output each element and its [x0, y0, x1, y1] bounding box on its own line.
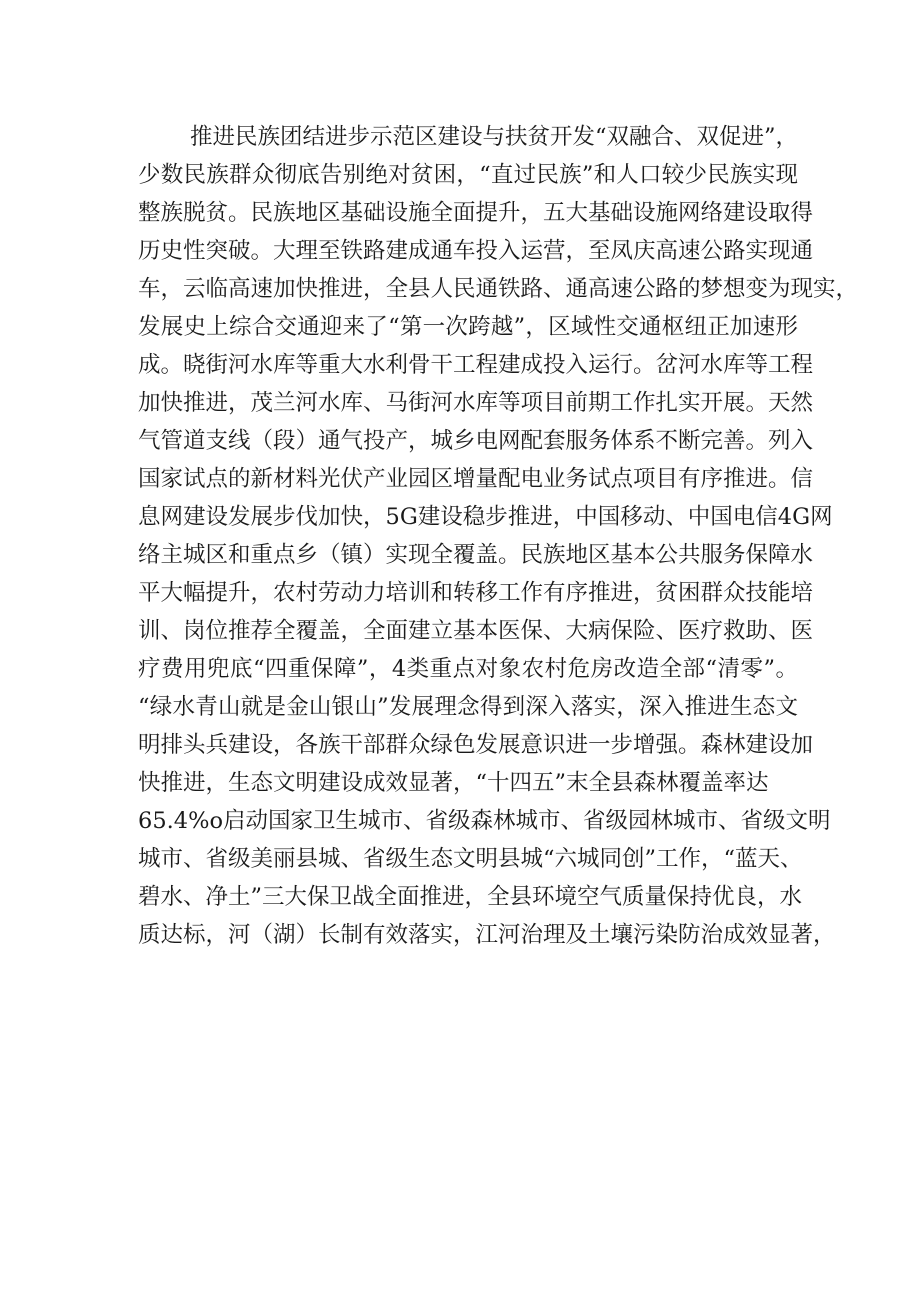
text-line: 络主城区和重点乡（镇）实现全覆盖。民族地区基本公共服务保障水	[138, 542, 814, 568]
text-line: 整族脱贫。民族地区基础设施全面提升，五大基础设施网络建设取得	[138, 200, 814, 226]
text-line: 碧水、净土”三大保卫战全面推进，全县环境空气质量保持优良，水	[138, 884, 803, 910]
text-line: 发展史上综合交通迎来了“第一次跨越”，区域性交通枢纽正加速形	[138, 314, 798, 340]
text-line: 成。晓街河水库等重大水利骨干工程建成投入运行。岔河水库等工程	[138, 352, 814, 378]
text-line: 65.4%o启动国家卫生城市、省级森林城市、省级园林城市、省级文明	[138, 808, 831, 834]
text-line: 疗费用兜底“四重保障”，4类重点对象农村危房改造全部“清零”。	[138, 656, 798, 682]
text-line: “绿水青山就是金山银山”发展理念得到深入落实，深入推进生态文	[138, 694, 798, 720]
text-line: 推进民族团结进步示范区建设与扶贫开发“双融合、双促进”，	[190, 124, 799, 150]
text-line: 平大幅提升，农村劳动力培训和转移工作有序推进，贫困群众技能培	[138, 580, 814, 606]
text-line: 明排头兵建设，各族干部群众绿色发展意识进一步增强。森林建设加	[138, 732, 814, 758]
body-paragraph	[138, 118, 859, 954]
text-line: 国家试点的新材料光伏产业园区增量配电业务试点项目有序推进。信	[138, 466, 814, 492]
text-line: 质达标，河（湖）长制有效落实，江河治理及土壤污染防治成效显著，	[138, 922, 836, 948]
text-line: 历史性突破。大理至铁路建成通车投入运营，至凤庆高速公路实现通	[138, 238, 814, 264]
text-line: 息网建设发展步伐加快，5G建设稳步推进，中国移动、中国电信4G网	[138, 504, 833, 530]
text-line: 少数民族群众彻底告别绝对贫困，“直过民族”和人口较少民族实现	[138, 162, 798, 188]
text-line: 车，云临高速加快推进，全县人民通铁路、通高速公路的梦想变为现实，	[138, 276, 859, 302]
text-line: 城市、省级美丽县城、省级生态文明县城“六城同创”工作，“蓝天、	[138, 846, 803, 872]
text-line: 训、岗位推荐全覆盖，全面建立基本医保、大病保险、医疗救助、医	[138, 618, 814, 644]
text-line: 加快推进，茂兰河水库、马街河水库等项目前期工作扎实开展。天然	[138, 390, 814, 416]
text-line: 快推进，生态文明建设成效显著，“十四五”末全县森林覆盖率达	[138, 770, 769, 796]
text-line: 气管道支线（段）通气投产，城乡电网配套服务体系不断完善。列入	[138, 428, 814, 454]
